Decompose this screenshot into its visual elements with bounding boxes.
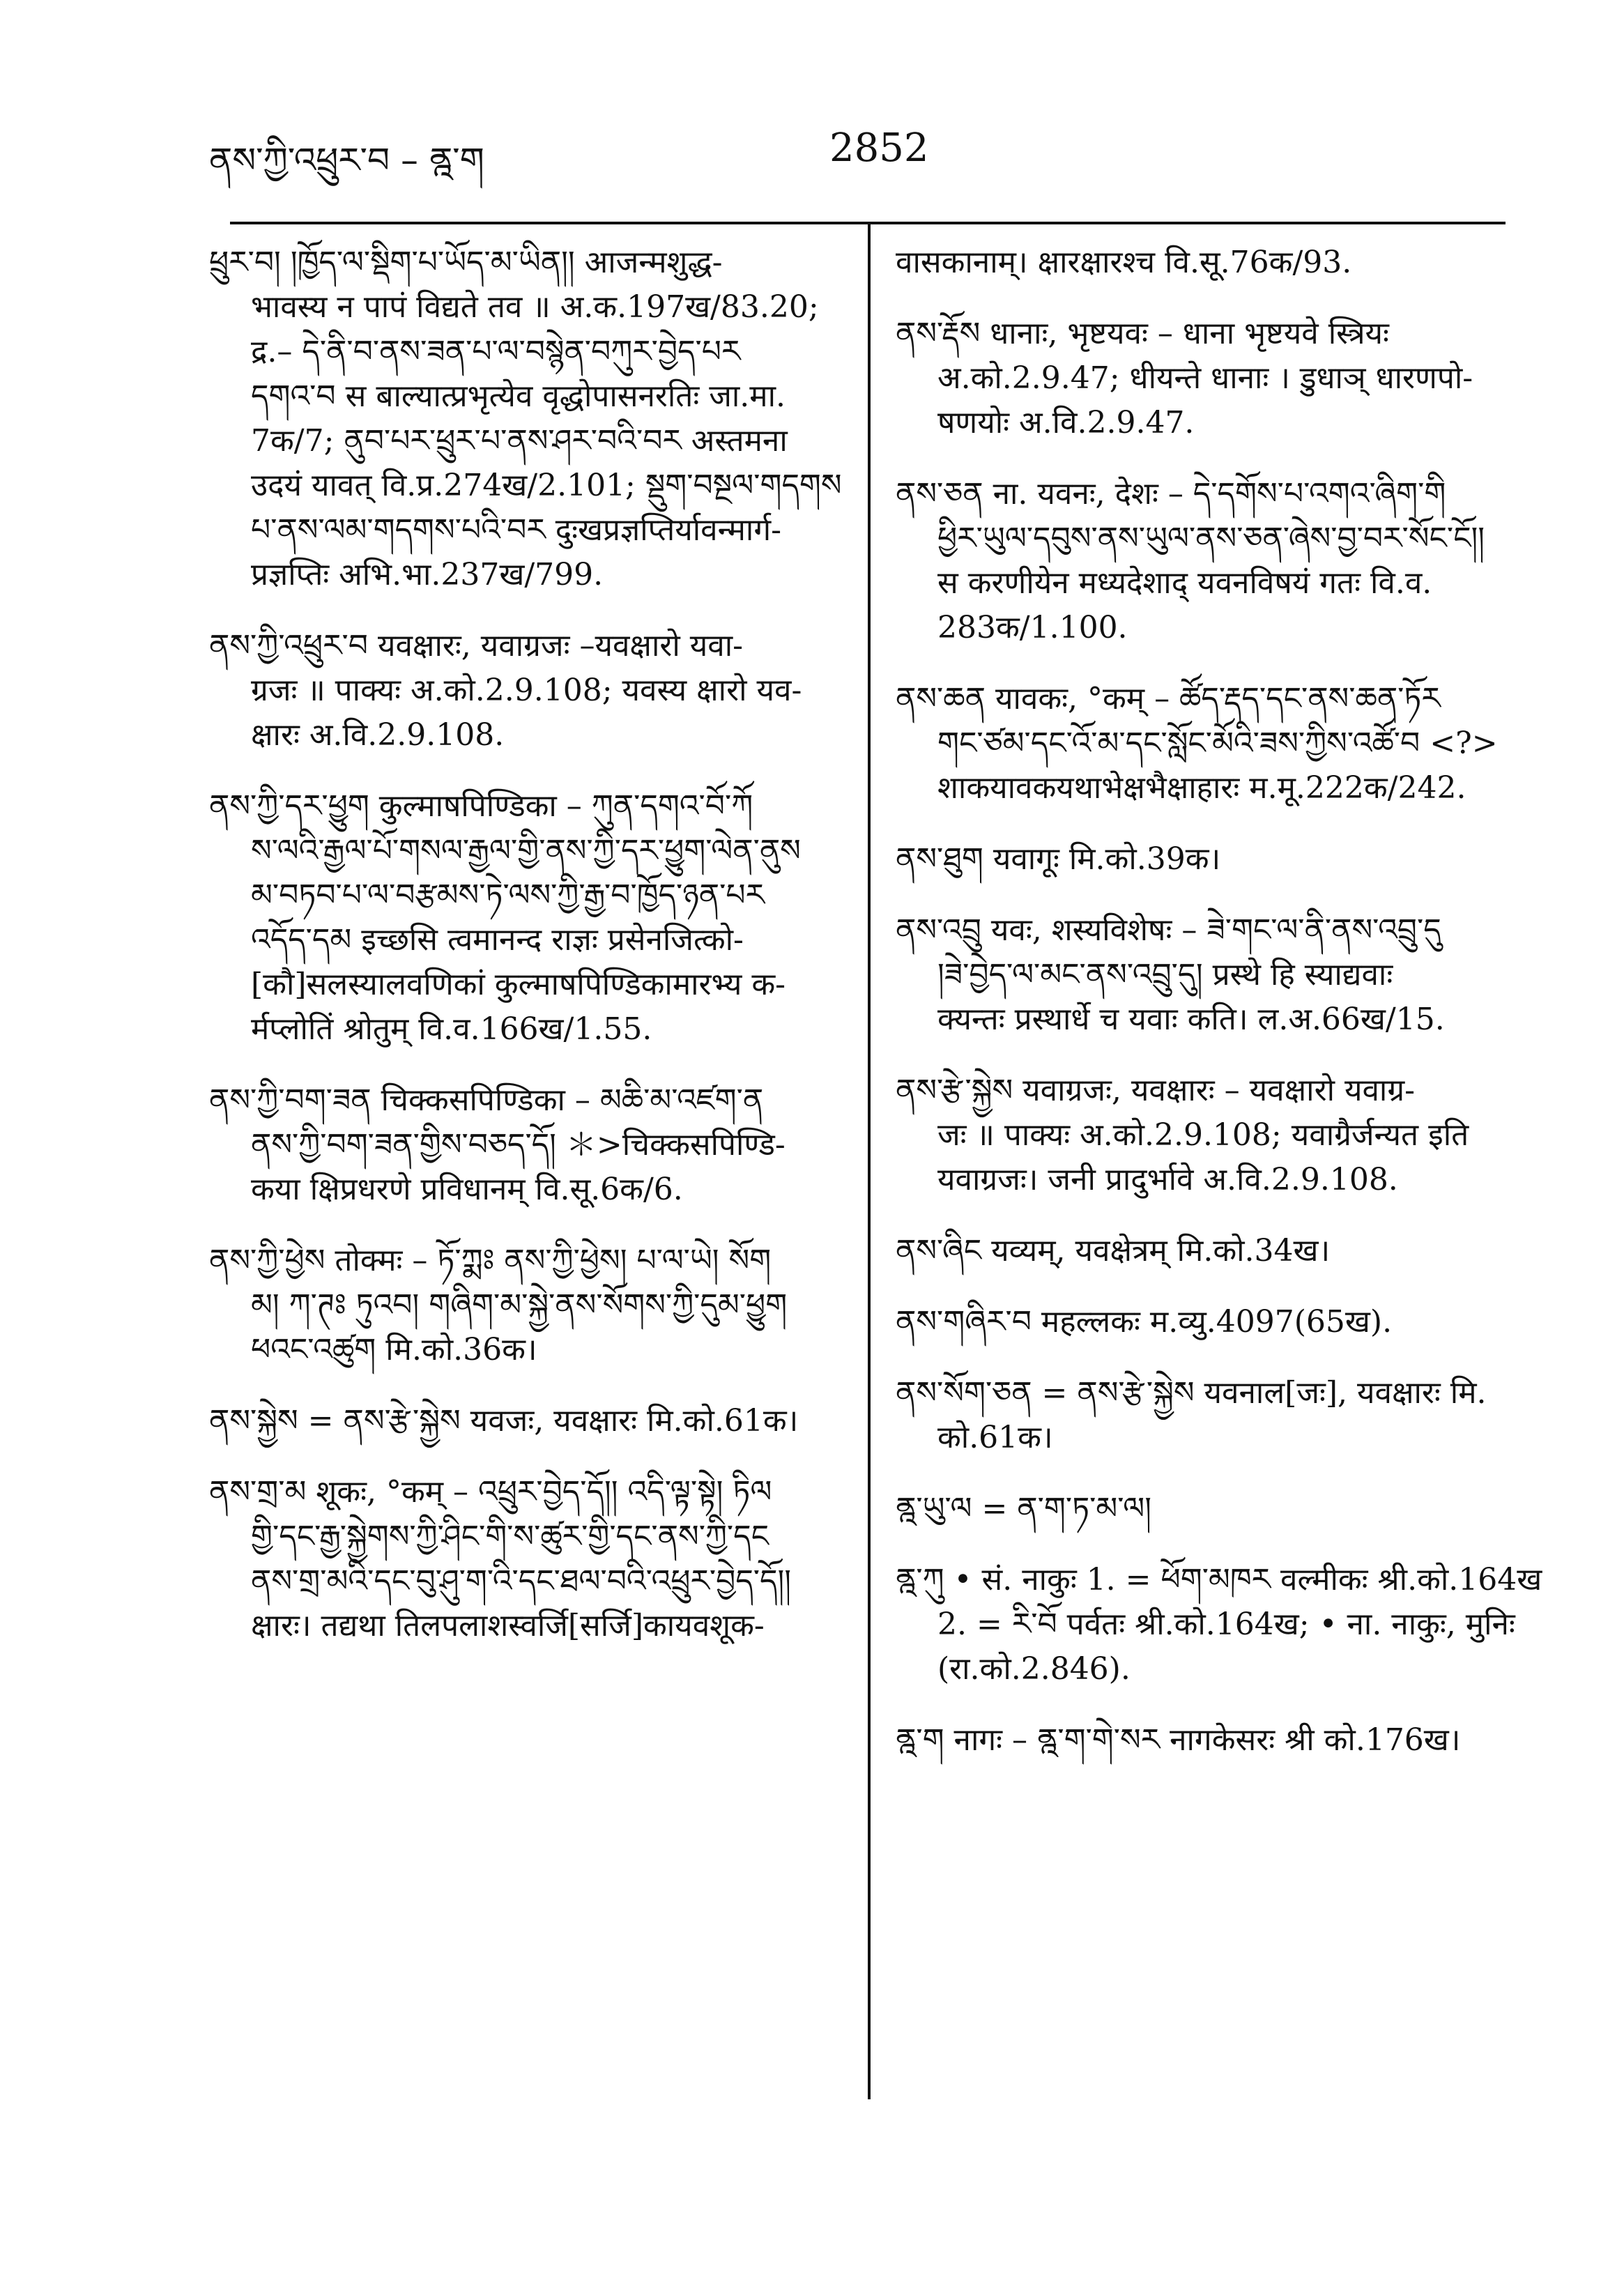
dictionary-entry [209,1470,840,1648]
entry-line: शाकयावकयथाभेक्षभैक्षाहारः म.मू.222क/242. [937,770,1466,806]
entry-line: 283क/1.100. [937,610,1128,645]
entry-line: གྱི་དང་རྒྱ་སྐྱེགས་ཀྱི་ཤིང་གི་ས་ཚུར་གྱི་དང་ནས་ཀྱི་དང [251,1519,769,1554]
entry-line: भावस्य न पापं विद्यते तव ॥ अ.क.197ख/83.20; [251,289,819,325]
entry-line: ནས་སོག་ཅན = ནས་རྩེ་སྐྱེས यवनाल[जः], यवक्षारः मि. [896,1375,1487,1411]
entry-line: ནས་ཀྱི་བག་ཟན चिक्कसपिण्डिका – མཆི་མ་འཛག་ན [209,1082,764,1118]
dictionary-entry [896,908,1523,1042]
entry-line: ནྰ་ག नागः – ནྰ་ག་གེ་སར नागकेसरः श्री को.176ख। [896,1722,1461,1758]
dictionary-entry [896,677,1523,811]
entry-line: དགའ་བ स बाल्यात्प्रभृत्येव वृद्धोपासनरतिः जा.मा. [251,378,786,414]
column-divider [868,224,871,2099]
header-headword-range: ནས་ཀྱི་འཕྲུར་བ – ནྰ་ག [209,140,484,181]
entry-line: ནས་གཞིར་བ महल्लकः म.व्यु.4097(65ख). [896,1304,1393,1340]
entry-line: ནས་ཀྱི་བག་ཟན་གྱིས་བཅད་དོ། ＊>चिक्कसपिण्डि- [251,1127,786,1163]
entry-line: जः ॥ पाक्यः अ.को.2.9.108; यवाग्रैर्जन्यत इति [937,1117,1469,1153]
dictionary-entry [896,240,1523,285]
entry-line: र्मप्लोतिं श्रोतुम् वि.व.166ख/1.55. [251,1011,652,1047]
dictionary-entry [209,1078,840,1212]
entry-line: [कौ]सलस्यालवणिकां कुल्माषपिण्डिकामारभ्य क- [251,967,786,1002]
entry-line: ནས་རྡོས धानाः, भृष्टयवः – धाना भृष्टयवे स्त्रियः [896,316,1389,351]
entry-line: (रा.को.2.846). [937,1651,1131,1687]
entry-line: षणयोः अ.वि.2.9.47. [937,405,1195,440]
entry-line: यवाग्रजः। जनी प्रादुर्भावे अ.वि.2.9.108. [937,1162,1398,1197]
entry-line: ཕྱིར་ཡུལ་དབུས་ནས་ཡུལ་ནས་ཅན་ཞེས་བྱ་བར་སོང་ངོ།། [937,521,1485,556]
entry-line: ནས་འབྲུ यवः, शस्यविशेषः – ཟེ་གང་ལ་ནི་ནས་འབྲུ་དུ [896,912,1441,948]
entry-line: ནས་གྲ་མའི་དང་བུ་ཤུ་ག་འི་དང་ཐལ་བའི་འཕྲུར་བྱེད་དོ།། [251,1563,792,1599]
entry-line: को.61क। [937,1420,1053,1455]
entry-line: །ཟེ་བྱེད་ལ་མང་ནས་འབྲུ་དུ། प्रस्थे हि स्याद्यवाः [937,957,1393,993]
entry-line: ཕྲུར་བ། །ཁྱོད་ལ་སྡིག་པ་ཡོད་མ་ཡིན།། आजन्मशुद्ध- [209,245,723,280]
entry-line: ग्रजः ॥ पाक्यः अ.को.2.9.108; यवस्य क्षारो यव- [251,673,802,708]
entry-line: ནས་ཅན ना. यवनः, देशः – དེ་དགོས་པ་འགའ་ཞིག་གི [896,476,1446,512]
dictionary-entry [896,1558,1542,1692]
entry-line: ནས་ཀྱི་འཕྲུར་བ यवक्षारः, यवाग्रजः –यवक्षारो यवा- [209,628,744,664]
entry-line: གང་ཙམ་དང་འོ་མ་དང་སློང་མོའི་ཟས་ཀྱིས་འཚོ་བ <?> [937,726,1498,761]
dictionary-entry [896,472,1523,650]
entry-line: ནས་ཐུག यवागूः मि.को.39क। [896,841,1221,877]
entry-line: क्षारः। तद्यथा तिलपलाशस्वर्जि[सर्जि]कायवशूक- [251,1608,765,1643]
entry-line: द्र.– དེ་ནི་བ་ནས་ཟན་པ་ལ་བསྙེན་བཀུར་བྱེད་པར [251,334,741,369]
dictionary-entry [209,1399,840,1443]
entry-line: ནས་ཞིང यव्यम्, यवक्षेत्रम् मि.को.34ख। [896,1233,1331,1269]
entry-line: ནས་སྐྱེས = ནས་རྩེ་སྐྱེས यवजः, यवक्षारः मि.को.61क। [209,1403,799,1439]
dictionary-entry [896,1300,1523,1344]
entry-line: वासकानाम्। क्षारक्षारश्च वि.सू.76क/93. [896,245,1352,280]
entry-line: ས་ལའི་རྒྱལ་པོ་གསལ་རྒྱལ་གྱི་ནས་ཀྱི་དར་ཕྱུག་ལེན་ནུས [251,833,801,868]
dictionary-entry [896,312,1523,445]
entry-line: ནས་ཀྱི་ཕྱེས तोक्मः – ཏོ་ཀྨཿ ནས་ཀྱི་ཕྱེས། པ་ལ་ཡེ། སོག [209,1243,772,1278]
entry-line: ཕའང་འཚུག मि.को.36क। [251,1332,537,1367]
entry-line: མ་བཏབ་པ་ལ་བརྩམས་ཏེ་ལས་ཀྱི་རྒྱ་བ་ཁྱོད་ཉན་པར [251,878,765,913]
entry-line: उदयं यावत् वि.प्र.274ख/2.101; སྡུག་བསྔལ་གདགས [251,468,842,503]
dictionary-entry [209,1239,840,1372]
entry-line: མ། ཀ་ཊཿ ཏུའབ། གཞིག་མ་སྐྱེ་ནས་སོགས་ཀྱི་དུམ་ཕྱུག [251,1287,788,1323]
dictionary-entry [209,784,840,1052]
dictionary-entry [896,837,1523,882]
entry-line: ནྰ་ཡུ་ལ = ན་ག་ཏ་མ་ལ། [896,1491,1151,1526]
dictionary-entry [896,1718,1523,1763]
dictionary-entry [896,1487,1523,1531]
entry-line: པ་ནས་ལམ་གདགས་པའི་བར दुःखप्रज्ञप्तिर्यावन्मार्ग- [251,512,781,548]
entry-line: ནྰ་ཀུ • सं. नाकुः 1. = ཕོག་མཁར वल्मीकः श्री.को.164ख [896,1562,1542,1597]
entry-line: प्रज्ञप्तिः अभि.भा.237ख/799. [251,557,604,592]
page-number: 2852 [829,125,929,171]
entry-line: कया क्षिप्रधरणे प्रविधानम् वि.सू.6क/6. [251,1172,683,1207]
entry-line: ནས་ཆན यावकः, °कम् – ཚོད་རྡད་དང་ནས་ཆན་ཏོར [896,681,1441,717]
entry-line: स करणीयेन मध्यदेशाद् यवनविषयं गतः वि.व. [937,565,1432,601]
entry-line: क्षारः अ.वि.2.9.108. [251,717,505,753]
dictionary-entry [209,624,840,758]
dictionary-entry [896,1371,1523,1460]
entry-line: अ.को.2.9.47; धीयन्ते धानाः । डुधाञ् धारणपो- [937,360,1473,396]
dictionary-entry [209,240,840,597]
entry-line: ནས་གྲ་མ शूकः, °कम् – འཕྲུར་བྱེད་དོ།། འདི་ལྟ་སྟེ། ཏིལ [209,1474,772,1510]
dictionary-entry [896,1229,1523,1273]
entry-line: ནས་ཀྱི་དར་ཕྱུག कुल्माषपिण्डिका – ཀུན་དགའ་བོ་ཀོ [209,788,753,824]
entry-line: 7क/7; ནུབ་པར་ཕྲུར་པ་ནས་ཤར་བའི་བར अस्तमना [251,423,788,459]
left-column [209,240,840,1675]
entry-line: 2. = རི་བོ पर्वतः श्री.को.164ख; • ना. नाकुः, मुनिः [937,1607,1515,1642]
entry-line: ནས་རྩེ་སྐྱེས यवाग्रजः, यवक्षारः – यवक्षारो यवाग्र- [896,1073,1416,1108]
right-column [896,240,1542,1789]
dictionary-entry [896,1068,1523,1202]
entry-line: क्यन्तः प्रस्थार्धे च यवाः कति। ल.अ.66ख/15. [937,1002,1445,1037]
entry-line: འདོད་དམ इच्छसि त्वमानन्द राज्ञः प्रसेनजित्को- [251,922,744,958]
